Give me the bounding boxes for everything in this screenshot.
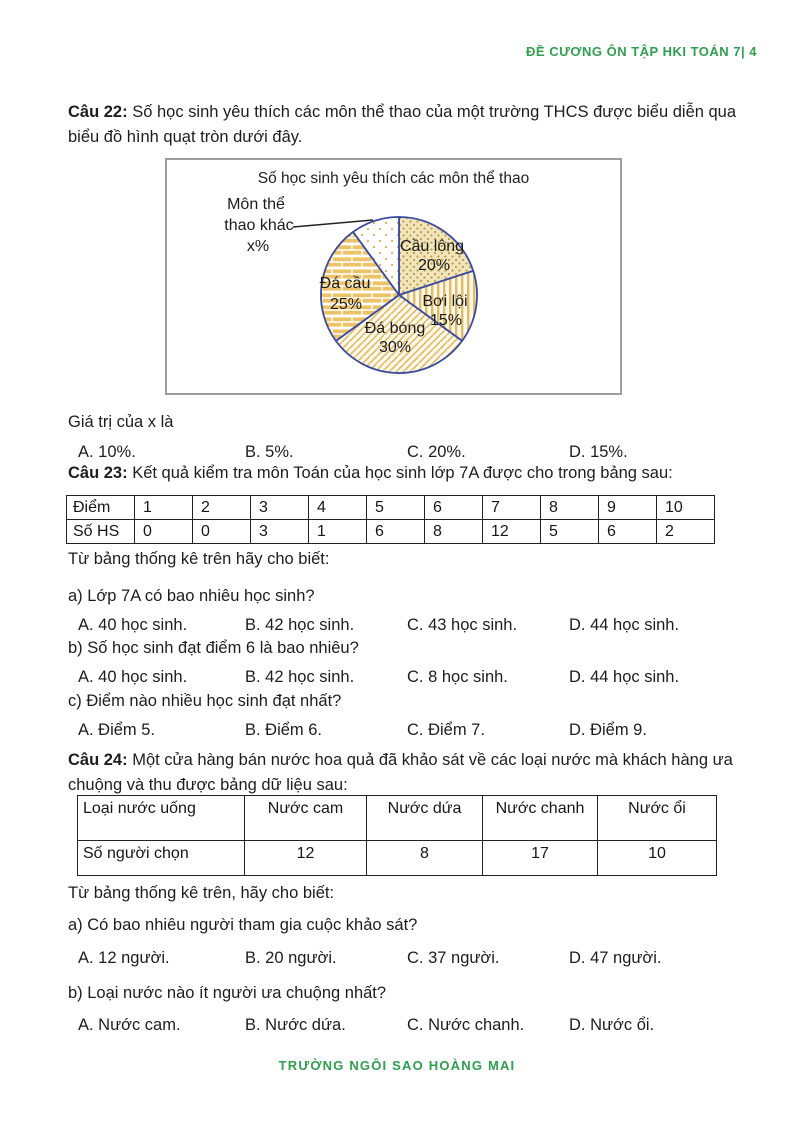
count-cell: 12 [483,520,541,544]
score-cell: 10 [657,496,715,520]
q23b-option-b: B. 42 học sinh. [245,668,355,686]
question-23-label: Câu 23: [68,464,128,482]
callout-label [224,195,293,255]
choice-count-cell: 17 [483,841,598,876]
drinks-row-label: Loại nước uống [78,796,245,841]
q23c-option-a: A. Điểm 5. [78,721,156,739]
score-cell: 2 [193,496,251,520]
pct-da-cau: 25% [329,296,363,313]
question-22-label: Câu 22: [68,103,128,121]
q22-option-c: C. 20%. [407,443,466,461]
score-cell: 5 [367,496,425,520]
q24a-option-c: C. 37 người. [407,949,500,967]
pct-cau-long: 20% [417,257,451,274]
drink-cell: Nước ổi [598,796,717,841]
callout-line3: x% [246,238,270,255]
q24b-options [68,1013,738,1038]
drink-cell: Nước chanh [483,796,598,841]
pct-da-bong: 30% [378,339,412,356]
q23b-option-d: D. 44 học sinh. [569,668,680,686]
q23b-question: b) Số học sinh đạt điểm 6 là bao nhiêu? [68,639,359,657]
q23b-options [68,665,738,690]
question-23 [68,461,738,486]
score-cell: 8 [541,496,599,520]
counts-row-label: Số HS [67,520,135,544]
q23a-option-b: B. 42 học sinh. [245,616,355,634]
question-24 [68,748,738,798]
label-da-cau: Đá cầu [319,275,371,292]
q24-after-table: Từ bảng thống kê trên, hãy cho biết: [68,884,335,902]
q22-option-d: D. 15%. [569,443,628,461]
callout-line1: Môn thể [227,196,285,213]
score-cell: 7 [483,496,541,520]
q23c-question: c) Điểm nào nhiều học sinh đạt nhất? [68,692,342,710]
q24a-question: a) Có bao nhiêu người tham gia cuộc khảo sát? [68,916,418,934]
drink-cell: Nước cam [245,796,367,841]
q23b-option-a: A. 40 học sinh. [78,668,188,686]
count-cell: 3 [251,520,309,544]
score-cell: 9 [599,496,657,520]
question-22 [68,100,738,150]
page-footer: TRƯỜNG NGÔI SAO HOÀNG MAI [278,1058,516,1073]
q24b-option-c: C. Nước chanh. [407,1016,525,1034]
q24b-question: b) Loại nước nào ít người ưa chuộng nhất? [68,984,387,1002]
count-cell: 6 [367,520,425,544]
count-cell: 6 [599,520,657,544]
table-row [78,796,717,841]
q23b-option-c: C. 8 học sinh. [407,668,508,686]
q23a-question: a) Lớp 7A có bao nhiêu học sinh? [68,587,315,605]
question-24-label: Câu 24: [68,751,128,769]
score-cell: 1 [135,496,193,520]
label-da-bong: Đá bóng [364,320,426,337]
question-23-text: Kết quả kiểm tra môn Toán của học sinh lớp 7A được cho trong bảng sau: [132,464,673,482]
table-row [78,841,717,876]
table-row [67,496,715,520]
q23c-option-c: C. Điểm 7. [407,721,485,739]
choice-count-cell: 12 [245,841,367,876]
scores-row-label: Điểm [67,496,135,520]
label-cau-long: Cầu lông [399,238,465,255]
q23c-option-d: D. Điểm 9. [569,721,647,739]
q23a-options [68,613,738,638]
drink-cell: Nước dứa [367,796,483,841]
count-cell: 0 [193,520,251,544]
score-cell: 3 [251,496,309,520]
q22-option-b: B. 5%. [245,443,294,461]
q24a-option-a: A. 12 người. [78,949,170,967]
count-cell: 1 [309,520,367,544]
count-cell: 8 [425,520,483,544]
scores-table [66,495,715,544]
score-cell: 4 [309,496,367,520]
q24b-option-b: B. Nước dứa. [245,1016,346,1034]
q24b-option-a: A. Nước cam. [78,1016,181,1034]
question-22-text: Số học sinh yêu thích các môn thể thao của một trường THCS được biểu diễn qua biểu đồ hình quạt tròn dưới đây. [68,103,737,146]
q22-question: Giá trị của x là [68,413,174,431]
choice-count-cell: 8 [367,841,483,876]
page-header: ĐỀ CƯƠNG ÔN TẬP HKI TOÁN 7| 4 [526,44,757,59]
table-row [67,520,715,544]
q24b-option-d: D. Nước ổi. [569,1016,655,1034]
choice-count-cell: 10 [598,841,717,876]
pie-chart [167,160,620,393]
q23c-options [68,718,738,743]
q23-after-table: Từ bảng thống kê trên hãy cho biết: [68,550,330,568]
count-cell: 0 [135,520,193,544]
callout-line2: thao khác [224,217,294,234]
q23a-option-d: D. 44 học sinh. [569,616,680,634]
q23c-option-b: B. Điểm 6. [245,721,323,739]
q24a-option-d: D. 47 người. [569,949,662,967]
count-cell: 2 [657,520,715,544]
q23a-option-c: C. 43 học sinh. [407,616,518,634]
drinks-table [77,795,717,876]
pie-chart-title: Số học sinh yêu thích các môn thể thao [257,170,530,187]
q24a-option-b: B. 20 người. [245,949,337,967]
count-cell: 5 [541,520,599,544]
score-cell: 6 [425,496,483,520]
pct-boi-loi: 15% [429,312,463,329]
q22-option-a: A. 10%. [78,443,136,461]
q23a-option-a: A. 40 học sinh. [78,616,188,634]
choices-row-label: Số người chọn [78,841,245,876]
question-24-text: Một cửa hàng bán nước hoa quả đã khảo sát về các loại nước mà khách hàng ưa chuộng và thu được bảng dữ liệu sau: [68,751,733,794]
label-boi-loi: Bơi lội [422,293,468,310]
pie-chart-frame [165,158,622,395]
q24a-options [68,946,738,971]
